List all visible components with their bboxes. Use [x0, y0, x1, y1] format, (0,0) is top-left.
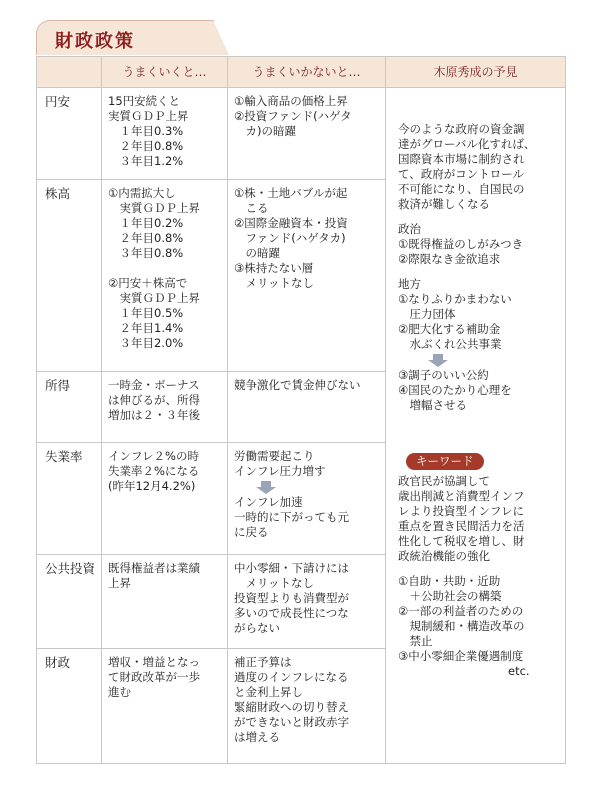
text-line: 圧力団体 [398, 307, 456, 321]
row-label: 財政 [37, 649, 102, 764]
text-line: ②投資ファンド(ハゲタ [234, 109, 352, 123]
header-forecast: 木原秀成の予見 [386, 57, 566, 88]
text-line: 政官民が協調して [398, 474, 490, 488]
text-line: メリットなし [234, 576, 315, 590]
text-line: ①輸入商品の価格上昇 [234, 94, 348, 108]
bad-cell [228, 555, 386, 649]
text-line: に戻る [234, 525, 269, 539]
chiho-title: 地方 [398, 277, 421, 291]
text-line: ②肥大化する補助金 [398, 322, 501, 336]
text-line: 失業率２%になる [108, 464, 200, 478]
text-line: 一時金・ボーナス [108, 378, 200, 392]
table-row [37, 88, 566, 180]
text-line: 競争激化で賃金伸びない [234, 378, 361, 392]
keyword-section [398, 453, 555, 679]
text-line: ができないと財政赤字 [234, 715, 349, 729]
text-line: て、政府がコントロール [398, 167, 525, 181]
text-line: ③調子のいい公約 [398, 368, 489, 382]
text-line: 過度のインフレになる [234, 670, 349, 684]
text-line: ②一部の利益者のための [398, 604, 524, 618]
text-line: 一時的に下がっても元 [234, 510, 349, 524]
text-line: 性化して税収を増し、財 [398, 534, 525, 548]
good-lines [108, 378, 221, 423]
text-line: こる [234, 201, 269, 215]
text-line: ３年目1.2% [108, 154, 184, 168]
title-tab [36, 20, 214, 55]
text-line: て財政改革が一歩 [108, 670, 200, 684]
text-line: ２年目0.8% [108, 139, 184, 153]
bad-lines [234, 94, 379, 139]
text-line: インフレ加速 [234, 495, 303, 509]
good-cell [102, 180, 228, 372]
text-line: ファンド(ハゲタカ) [234, 231, 346, 245]
text-line: 進む [108, 685, 131, 699]
forecast-intro [398, 122, 555, 212]
text-line: 禁止 [398, 634, 433, 648]
text-line: は増える [234, 730, 280, 744]
text-line: インフレ圧力増す [234, 464, 326, 478]
policy-table [36, 56, 566, 764]
good-cell [102, 372, 228, 443]
text-line: がらない [234, 621, 280, 635]
good-cell [102, 443, 228, 555]
bad-cell [228, 649, 386, 764]
seiji-title: 政治 [398, 222, 421, 236]
text-line: 増幅させる [398, 398, 467, 412]
keyword-badge: キーワード [406, 453, 484, 470]
down-arrow-icon [428, 354, 448, 366]
row-label: 所得 [37, 372, 102, 443]
etc-text: etc. [508, 664, 530, 678]
bad-lines [234, 561, 379, 636]
text-line: ②際限なき金欲追求 [398, 252, 501, 266]
chiho-list-top [398, 292, 555, 352]
text-line: １年目0.5% [108, 306, 184, 320]
good-lines [108, 655, 221, 700]
text-line: 重点を置き民間活力を活 [398, 519, 525, 533]
text-line: ③中小零細企業優遇制度 [398, 649, 524, 663]
text-line: ①自助・共助・近助 [398, 574, 501, 588]
text-line: 既得権益者は業績 [108, 561, 200, 575]
text-line: ＋公助社会の構築 [398, 589, 502, 603]
keyword-text [398, 474, 555, 564]
down-arrow-icon [256, 481, 276, 493]
text-line: ①なりふりかまわない [398, 292, 512, 306]
text-line: カ)の暗躍 [234, 124, 296, 138]
good-lines [108, 186, 221, 351]
header-good: うまくいくと… [102, 57, 228, 88]
text-line: 国際資本市場に制約され [398, 152, 525, 166]
text-line: 投資型よりも消費型が [234, 591, 349, 605]
text-line: 歳出削減と消費型インフ [398, 489, 525, 503]
bad-cell [228, 88, 386, 180]
text-line: 実質ＧＤＰ上昇 [108, 201, 200, 215]
text-line: と金利上昇し [234, 685, 303, 699]
header-row [37, 57, 566, 88]
good-lines [108, 561, 221, 591]
bad-lines-bottom [234, 495, 379, 540]
good-cell [102, 88, 228, 180]
text-line: 達がグローバル化すれば、 [398, 137, 536, 151]
bad-lines [234, 655, 379, 745]
row-label: 失業率 [37, 443, 102, 555]
text-line: ④国民のたかり心理を [398, 383, 512, 397]
bad-cell [228, 180, 386, 372]
forecast-cell [386, 88, 566, 764]
seiji-list [398, 237, 555, 267]
text-line: １年目0.2% [108, 216, 184, 230]
header-bad: うまくいかないと… [228, 57, 386, 88]
text-line: 増収・増益となっ [108, 655, 200, 669]
text-line: 補正予算は [234, 655, 292, 669]
good-cell [102, 555, 228, 649]
text-line: 多いので成長性につな [234, 606, 349, 620]
row-label: 株高 [37, 180, 102, 372]
good-lines [108, 449, 221, 494]
text-line: １年目0.3% [108, 124, 184, 138]
text-line: 実質ＧＤＰ上昇 [108, 109, 189, 123]
text-line: ２年目0.8% [108, 231, 184, 245]
chiho-list-bottom [398, 368, 555, 413]
bad-lines-top [234, 449, 379, 479]
text-line: 増加は２・３年後 [108, 408, 200, 422]
row-label: 円安 [37, 88, 102, 180]
text-line [108, 261, 221, 276]
text-line: 15円安続くと [108, 94, 181, 108]
text-line: 上昇 [108, 576, 131, 590]
row-label: 公共投資 [37, 555, 102, 649]
text-line: メリットなし [234, 276, 315, 290]
text-line: ２年目1.4% [108, 321, 184, 335]
text-line: 政統治機能の強化 [398, 549, 490, 563]
text-line: ①既得権益のしがみつき [398, 237, 524, 251]
bad-cell [228, 443, 386, 555]
header-blank [37, 57, 102, 88]
text-line: インフレ２%の時 [108, 449, 199, 463]
text-line: 水ぶくれ公共事業 [398, 337, 502, 351]
chiho-section [398, 277, 555, 413]
page-title: 財政政策 [55, 31, 135, 52]
text-line: 救済が難しくなる [398, 197, 490, 211]
text-line: 今のような政府の資金調 [398, 122, 525, 136]
text-line: ３年目0.8% [108, 246, 184, 260]
text-line: 実質ＧＤＰ上昇 [108, 291, 200, 305]
bad-cell [228, 372, 386, 443]
text-line: ①株・土地バブルが起 [234, 186, 348, 200]
text-line: は伸びるが、所得 [108, 393, 200, 407]
good-lines [108, 94, 221, 169]
text-line: 不可能になり、自国民の [398, 182, 525, 196]
text-line: (昨年12月4.2%) [108, 479, 196, 493]
text-line: ③株持たない層 [234, 261, 314, 275]
seiji-section [398, 222, 555, 267]
text-line: レより投資型インフレに [398, 504, 525, 518]
text-line: 緊縮財政への切り替え [234, 700, 349, 714]
text-line: ①内需拡大し [108, 186, 176, 200]
text-line: 規制緩和・構造改革の [398, 619, 525, 633]
text-line: ３年目2.0% [108, 336, 184, 350]
bad-lines [234, 186, 379, 291]
text-line: 中小零細・下請けには [234, 561, 349, 575]
keyword-list [398, 574, 555, 664]
bad-lines [234, 378, 379, 393]
text-line: ②円安＋株高で [108, 276, 188, 290]
text-line: の暗躍 [234, 246, 280, 260]
text-line: 労働需要起こり [234, 449, 315, 463]
good-cell [102, 649, 228, 764]
text-line: ②国際金融資本・投資 [234, 216, 348, 230]
